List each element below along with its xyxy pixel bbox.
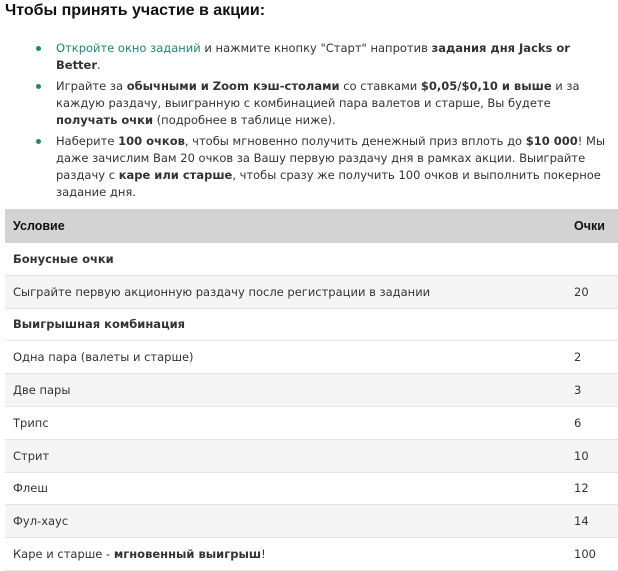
header-points: Очки <box>566 209 618 243</box>
rules-list <box>0 40 618 205</box>
table-row <box>5 275 618 308</box>
rule-bold: получать очки <box>56 113 154 127</box>
rule-text: Играйте за <box>56 79 127 93</box>
rule-item-open-tasks <box>0 40 618 74</box>
row-points: 10 <box>566 439 618 472</box>
row-points: 12 <box>566 472 618 505</box>
row-condition: Стрит <box>5 439 566 472</box>
row-points: 20 <box>566 275 618 308</box>
rule-item-collect <box>0 133 618 201</box>
row-points: 3 <box>566 374 618 407</box>
section-label: Бонусные очки <box>5 243 566 275</box>
rule-text: , чтобы мгновенно получить денежный приз вплоть до <box>184 134 526 148</box>
row-text: ! <box>261 547 266 562</box>
rule-text: . <box>97 58 101 72</box>
rule-text: со ставками <box>339 79 421 93</box>
bullet-icon <box>36 84 41 89</box>
rule-text: и нажмите кнопку "Старт" напротив <box>200 41 432 55</box>
rule-text: Наберите <box>56 134 119 148</box>
rule-bold: $0,05/$0,10 и выше <box>420 79 552 93</box>
open-tasks-link[interactable]: Откройте окно заданий <box>56 41 201 55</box>
row-bold: мгновенный выигрыш <box>113 547 262 562</box>
page-title: Чтобы принять участие в акции: <box>5 2 266 19</box>
rule-bold: каре или старше <box>118 168 233 182</box>
rule-text: и за каждую раздачу, выигранную с комбинацией пара валетов и старше, Вы будете <box>56 79 580 110</box>
rule-text: ! Мы даже зачислим Вам 20 очков за Вашу первую раздачу дня в рамках акции. Выиграйте раздачу с <box>56 134 606 182</box>
rule-text: (подробнее в таблице ниже). <box>153 113 336 127</box>
row-points: 100 <box>566 538 618 571</box>
section-bonus <box>5 243 618 275</box>
table-row <box>5 538 618 571</box>
table-header-row <box>5 209 618 243</box>
header-condition: Условие <box>5 209 566 243</box>
row-points: 6 <box>566 406 618 439</box>
table-row <box>5 341 618 374</box>
table-row <box>5 374 618 407</box>
rule-text: , чтобы сразу же получить 100 очков и выполнить покерное задание дня. <box>56 168 601 199</box>
table-row <box>5 439 618 472</box>
table-row <box>5 472 618 505</box>
row-condition: Трипс <box>5 406 566 439</box>
row-condition: Флеш <box>5 472 566 505</box>
rule-item-play <box>0 78 618 129</box>
section-winning <box>5 308 618 341</box>
rule-bold: задания дня Jacks or Better <box>56 41 570 72</box>
row-text: Каре и старше - <box>13 547 114 562</box>
row-condition <box>5 538 566 571</box>
section-points-empty <box>566 243 618 275</box>
row-condition: Одна пара (валеты и старше) <box>5 341 566 374</box>
rule-bold: $10 000 <box>525 134 578 148</box>
table-row <box>5 406 618 439</box>
row-condition: Сыграйте первую акционную раздачу после регистрации в задании <box>5 275 566 308</box>
section-points-empty <box>566 308 618 341</box>
bullet-icon <box>36 46 41 51</box>
row-points: 14 <box>566 505 618 538</box>
row-condition: Две пары <box>5 374 566 407</box>
bullet-icon <box>36 139 41 144</box>
row-condition: Фул-хаус <box>5 505 566 538</box>
section-label: Выигрышная комбинация <box>5 308 566 341</box>
row-points: 2 <box>566 341 618 374</box>
points-table <box>5 209 618 571</box>
rule-bold: 100 очков <box>118 134 185 148</box>
table-row <box>5 505 618 538</box>
rule-bold: обычными и Zoom кэш-столами <box>126 79 340 93</box>
